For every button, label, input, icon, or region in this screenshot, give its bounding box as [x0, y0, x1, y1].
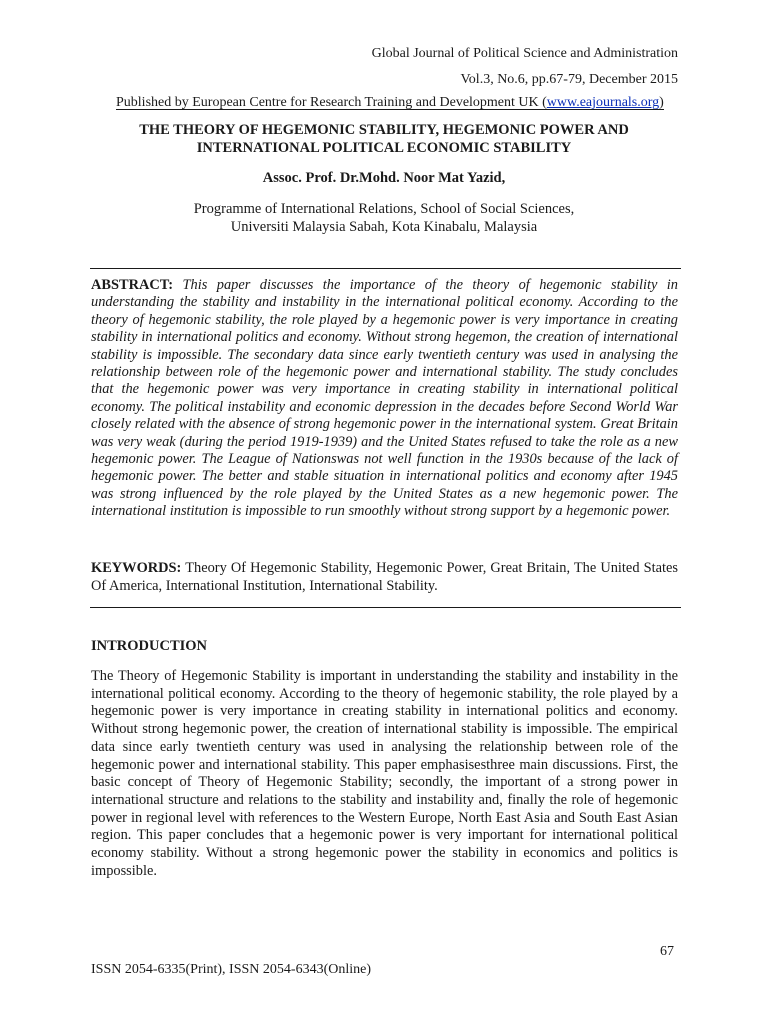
publisher-line: [116, 95, 664, 111]
journal-name: Global Journal of Political Science and Administration: [371, 46, 678, 61]
affiliation-line-1: Programme of International Relations, School of Social Sciences,: [193, 201, 575, 217]
abstract: [91, 277, 678, 521]
affiliation: [90, 200, 678, 236]
abstract-label: ABSTRACT:: [91, 277, 174, 293]
paper-title: [90, 121, 678, 157]
title-line-2: INTERNATIONAL POLITICAL ECONOMIC STABILITY: [196, 140, 572, 156]
header-underline: [116, 109, 664, 110]
journal-website-link[interactable]: www.eajournals.org: [546, 95, 660, 110]
introduction-heading: INTRODUCTION: [91, 638, 208, 654]
title-line-1: THE THEORY OF HEGEMONIC STABILITY, HEGEMONIC POWER AND: [139, 122, 629, 138]
introduction-text: The Theory of Hegemonic Stability is important in understanding the stability and instability in the international political economy. According to the theory of hegemonic stability, the role played by a hegemonic power is very importance in creating stability in international politics and economy. Without strong hegemonic power, the creation of international stability is impossible. The empirical data since early twentieth century was used in analysing the relationship between role of the hegemonic power and international stability. This paper emphasisesthree main discussions. First, the basic concept of Theory of Hegemonic Stability; secondly, the important of a strong power in international structure and relations to the stability and instability and, finally the role of hegemonic power in regional level with references to the Western Europe, North East Asia and South East Asian region. This paper concludes that a hegemonic power is very important for international political economy stability. Without a strong hegemonic power the stability in economics and politics is impossible.: [91, 668, 678, 879]
abstract-top-rule: [90, 268, 681, 269]
keywords-label: KEYWORDS:: [91, 560, 182, 576]
abstract-text: This paper discusses the importance of the theory of hegemonic stability in understanding the stability and instability in the international political economy. According to the theory of hegemonic stability, the role played by a hegemonic power is very importance in creating stability in international politics and economy. Without strong hegemon, the creation of international stability is impossible. The secondary data since early twentieth century was used in analysing the relationship between role of the hegemonic power and international stability. The study concludes that the hegemonic power was very importance in creating stability in international political economy. The political instability and economic depression in the decades before Second World War closely related with the absence of strong hegemonic power in the international system. Great Britain was very weak (during the period 1919-1939) and the United States refused to take the role as a new hegemonic power. The League of Nationswas not well function in the 1930s because of the lack of hegemonic power. The better and stable situation in international politics and economy after 1945 was strong influenced by the role played by the United States as a new hegemonic power. The international institution is impossible to run smoothly without strong support by a hegemonic power.: [91, 277, 678, 520]
issn-footer: ISSN 2054-6335(Print), ISSN 2054-6343(Online): [91, 962, 371, 977]
keywords-text: Theory Of Hegemonic Stability, Hegemonic Power, Great Britain, The United States Of America, International Institution, International Stability.: [91, 560, 678, 594]
publisher-text: Published by European Centre for Research Training and Development UK (: [116, 95, 547, 110]
author-name: Assoc. Prof. Dr.Mohd. Noor Mat Yazid,: [262, 170, 506, 186]
abstract-bottom-rule: [90, 607, 681, 608]
volume-info: Vol.3, No.6, pp.67-79, December 2015: [460, 72, 678, 87]
publisher-close: ): [659, 95, 664, 110]
page-number: 67: [660, 944, 674, 959]
affiliation-line-2: Universiti Malaysia Sabah, Kota Kinabalu, Malaysia: [230, 219, 538, 235]
keywords: [91, 559, 678, 595]
